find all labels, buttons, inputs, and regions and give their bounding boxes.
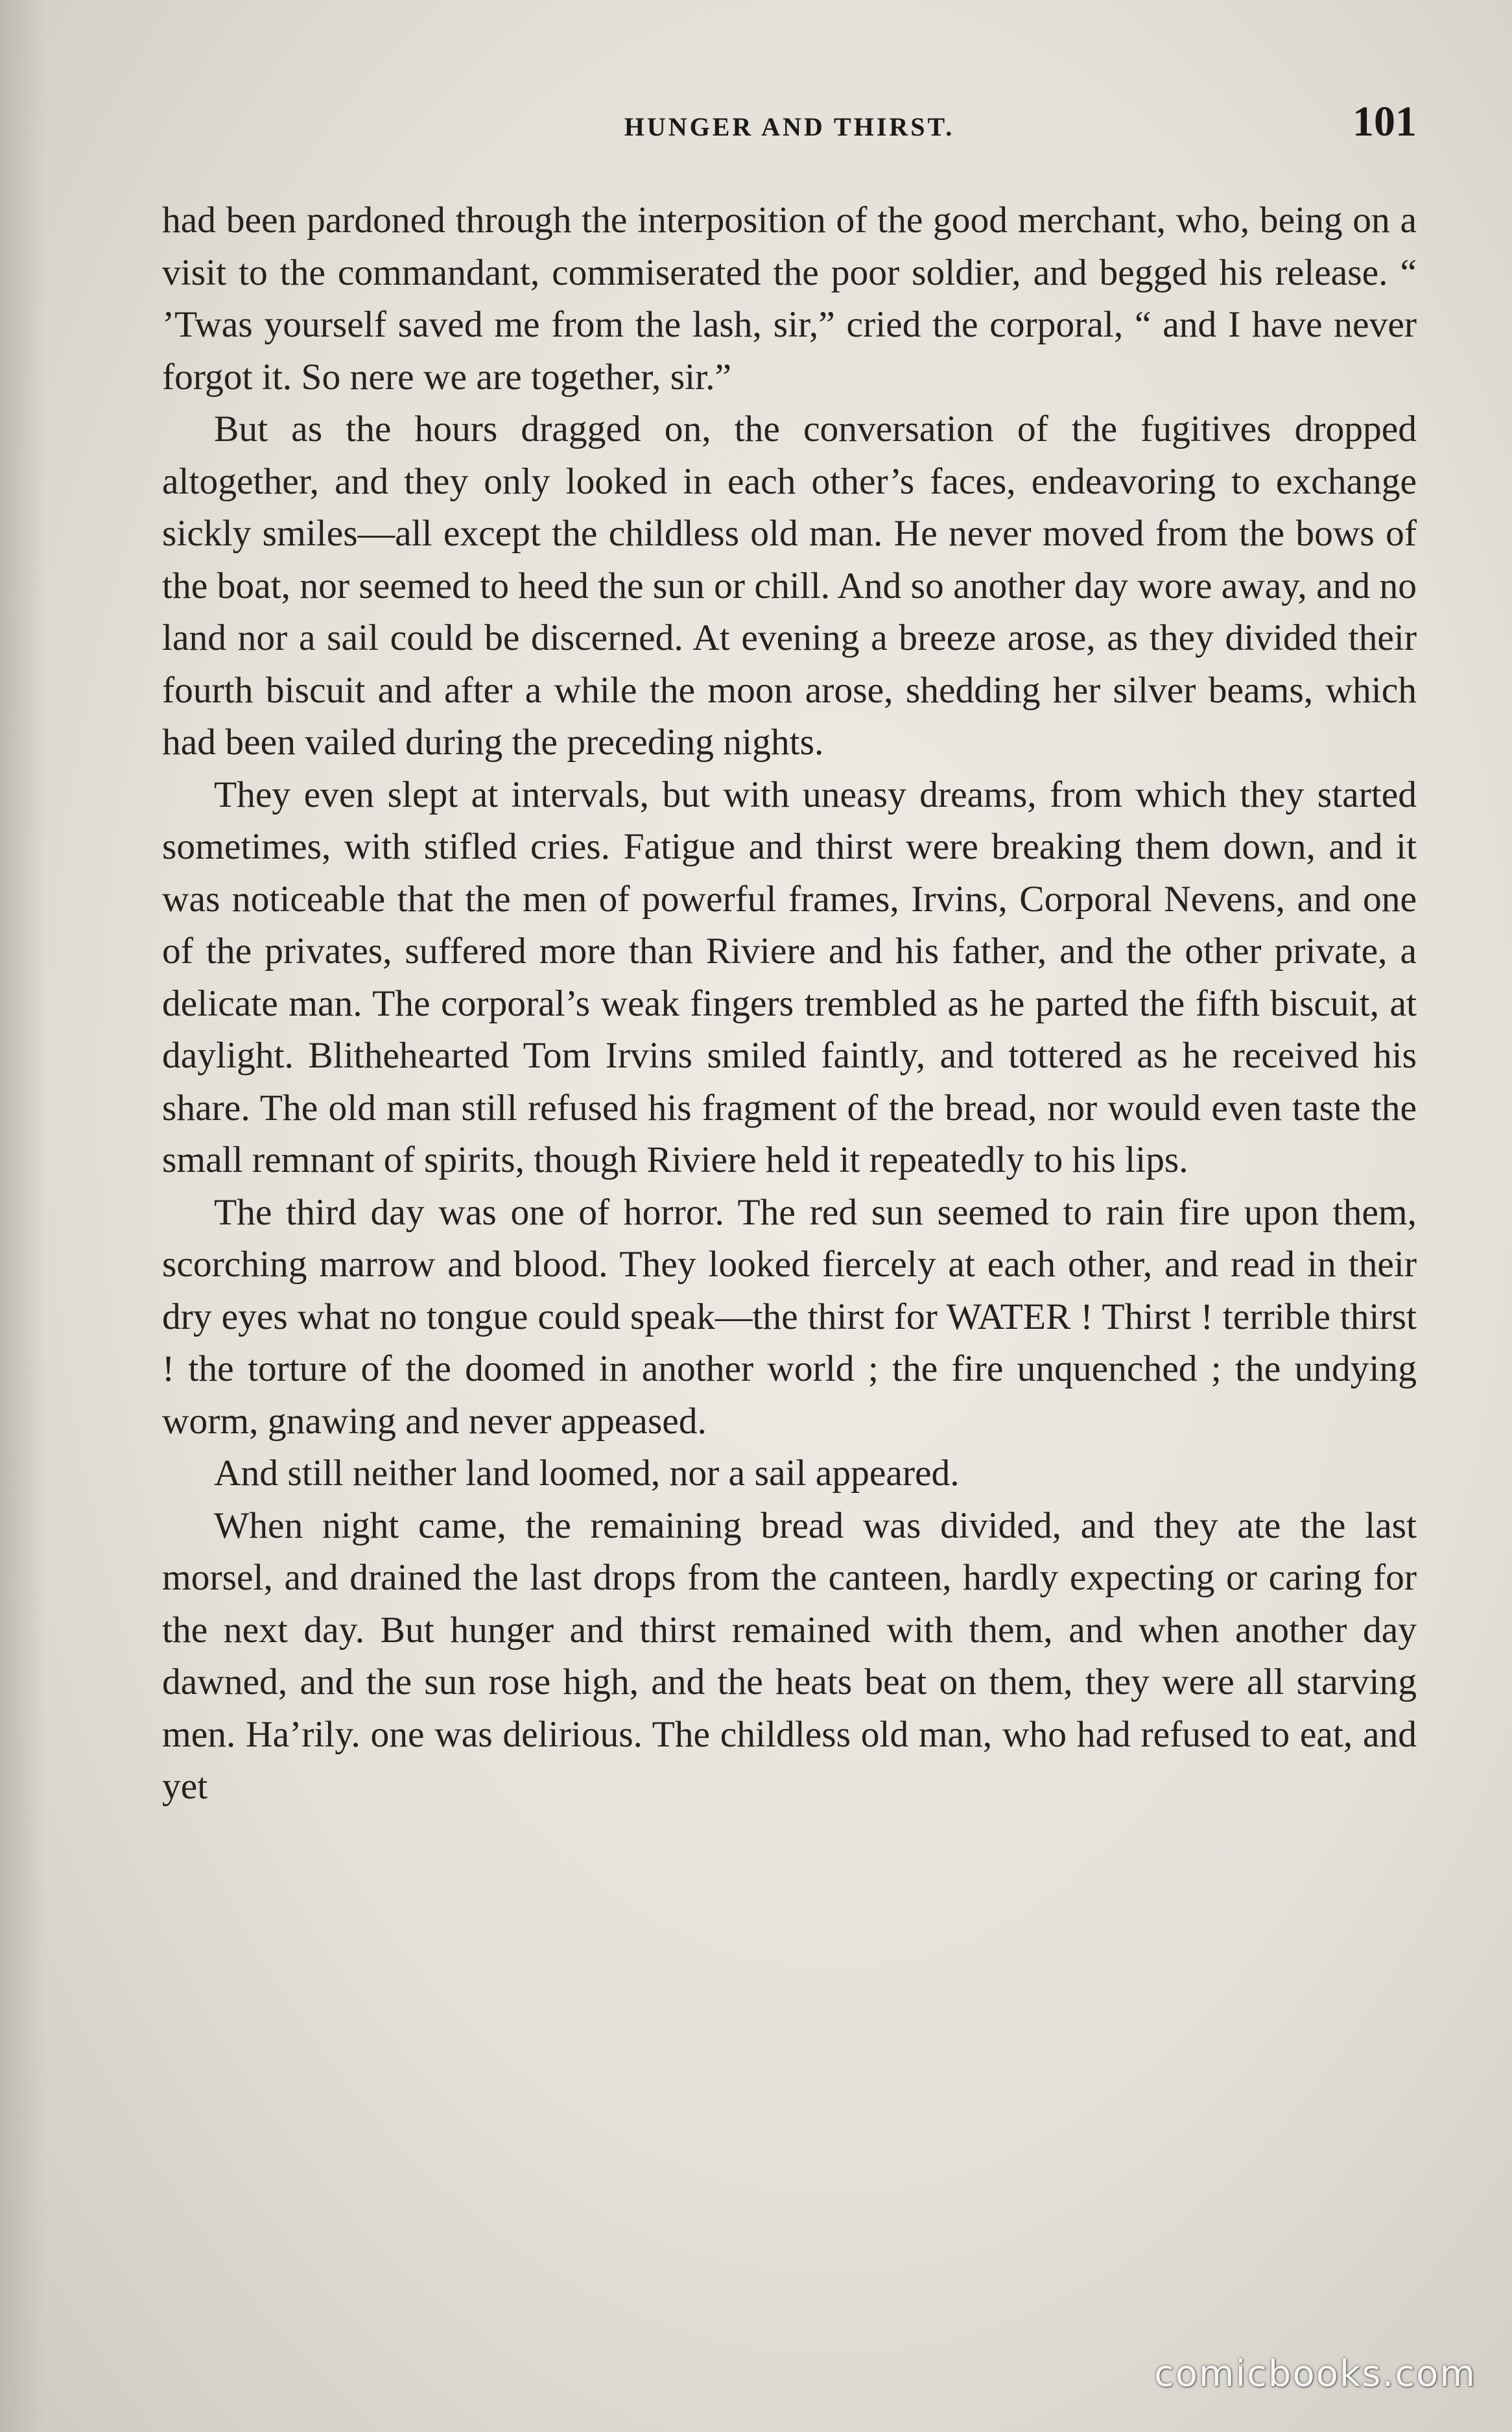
paragraph-6: When night came, the remaining bread was divided, and they ate the last morsel, and drained the last drops from the canteen, hardly expecting or caring for the next day. But hunger and thirst remained with them, and when another day dawned, and the sun rose high, and the heats beat on them, they were all starving men. Ha’rily. one was delirious. The childless old man, who had refused to eat, and yet (162, 1505, 1417, 1807)
paragraph-1: had been pardoned through the interposition of the good merchant, who, being on a visit to the commandant, commiserated the poor soldier, and begged his release. “ ’Twas yourself saved me from the lash, sir,” cried the corporal, “ and I have never forgot it. So nere we are together, sir.” (162, 200, 1417, 398)
running-head (162, 97, 1417, 156)
paragraph-4: The third day was one of horror. The red sun seemed to rain fire upon them, scorching marrow and blood. They looked fiercely at each other, and read in their dry eyes what no tongue could speak—the thirst for WATER ! Thirst ! terrible thirst ! the torture of the doomed in another world ; the fire unquenched ; the undying worm, gnawing and never appeased. (162, 1191, 1417, 1442)
body-text (162, 195, 1417, 1813)
page-number: 101 (1353, 98, 1417, 145)
running-title: HUNGER AND THIRST. (624, 112, 955, 141)
page-left-edge (0, 0, 45, 2432)
paragraph-2: But as the hours dragged on, the conversation of the fugitives dropped altogether, and they only looked in each other’s faces, endeavoring to exchange sickly smiles—all except the childless old man. He never moved from the bows of the boat, nor seemed to heed the sun or chill. And so another day wore away, and no land nor a sail could be discerned. At evening a breeze arose, as they divided their fourth biscuit and after a while the moon arose, shedding her silver beams, which had been vailed during the preceding nights. (162, 409, 1417, 763)
watermark: comicbooks.com (1153, 2353, 1476, 2395)
paragraph-5: And still neither land loomed, nor a sail appeared. (214, 1453, 960, 1494)
paragraph-3: They even slept at intervals, but with uneasy dreams, from which they started sometimes, with stifled cries. Fatigue and thirst were breaking them down, and it was noticeable that the men of powerful frames, Irvins, Corporal Nevens, and one of the privates, suffered more than Riviere and his father, and the other private, a delicate man. The corporal’s weak fingers trembled as he parted the fifth biscuit, at daylight. Blithehearted Tom Irvins smiled faintly, and tottered as he received his share. The old man still refused his fragment of the bread, nor would even taste the small remnant of spirits, though Riviere held it repeatedly to his lips. (162, 774, 1417, 1180)
